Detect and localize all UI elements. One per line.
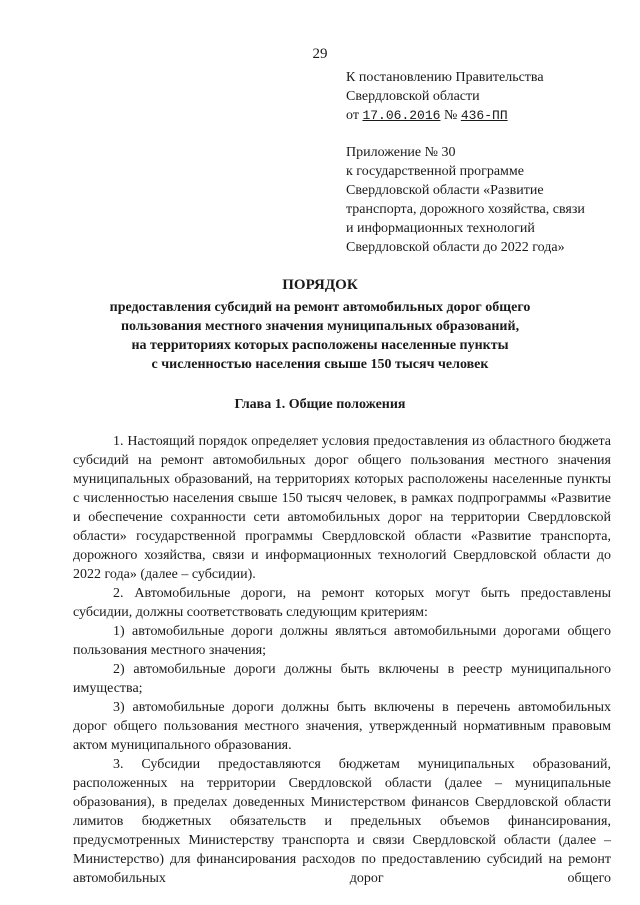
title-line: предоставления субсидий на ремонт автомобильных дорог общего bbox=[109, 300, 531, 315]
title-main: ПОРЯДОК bbox=[282, 277, 358, 293]
resolution-header bbox=[346, 68, 626, 257]
appendix-line: Приложение № 30 bbox=[346, 145, 456, 160]
appendix-line: Свердловской области до 2022 года» bbox=[346, 240, 565, 255]
document-title bbox=[40, 276, 600, 374]
paragraph: 3) автомобильные дороги должны быть включены в перечень автомобильных дорог общего пользования местного значения, утвержденный нормативным правовым актом муниципального образования. bbox=[73, 700, 611, 753]
page-number: 29 bbox=[312, 46, 328, 62]
paragraph: 1. Настоящий порядок определяет условия предоставления из областного бюджета субсидий на ремонт автомобильных дорог общего пользования местного значения муниципальных образований, на территориях которых расположены населенные пункты с численностью населения свыше 150 тысяч человек, в рамках подпрограммы «Развитие и обеспечение сохранности сети автомобильных дорог на территории Свердловской области» государственной программы Свердловской области «Развитие транспорта, дорожного хозяйства, связи и информационных технологий Свердловской области до 2022 года» (далее – субсидии). bbox=[73, 434, 611, 582]
paragraph: 2) автомобильные дороги должны быть включены в реестр муниципального имущества; bbox=[73, 662, 611, 696]
document-body bbox=[73, 432, 611, 888]
header-line: К постановлению Правительства bbox=[346, 70, 544, 85]
title-line: пользования местного значения муниципальных образований, bbox=[120, 319, 520, 334]
resolution-date-number bbox=[346, 106, 626, 125]
header-line: Свердловской области bbox=[346, 89, 480, 104]
number-prefix: № bbox=[443, 108, 458, 123]
appendix-line: и информационных технологий bbox=[346, 221, 535, 236]
date-value: 17.06.2016 bbox=[362, 108, 441, 123]
appendix-line: транспорта, дорожного хозяйства, связи bbox=[346, 202, 585, 217]
paragraph: 1) автомобильные дороги должны являться автомобильными дорогами общего пользования местного значения; bbox=[73, 624, 611, 658]
appendix-block bbox=[346, 143, 626, 257]
number-value: 436-ПП bbox=[460, 108, 508, 123]
chapter-heading: Глава 1. Общие положения bbox=[234, 397, 406, 412]
title-line: с численностью населения свыше 150 тысяч человек bbox=[151, 357, 489, 372]
appendix-line: Свердловской области «Развитие bbox=[346, 183, 544, 198]
paragraph: 3. Субсидии предоставляются бюджетам муниципальных образований, расположенных на территории Свердловской области (далее – муниципальные образования), в пределах доведенных Министерством финансов Свердловской области лимитов бюджетных обязательств и предельных объемов финансирования, предусмотренных Министерству транспорта и связи Свердловской области (далее – Министерство) для финансирования расходов по предоставлению субсидий на ремонт автомобильных дорог общего bbox=[73, 757, 611, 886]
paragraph: 2. Автомобильные дороги, на ремонт которых могут быть предоставлены субсидии, должны соответствовать следующим критериям: bbox=[73, 586, 611, 620]
appendix-line: к государственной программе bbox=[346, 164, 524, 179]
title-line: на территориях которых расположены населенные пункты bbox=[131, 338, 509, 353]
date-prefix: от bbox=[346, 108, 359, 123]
